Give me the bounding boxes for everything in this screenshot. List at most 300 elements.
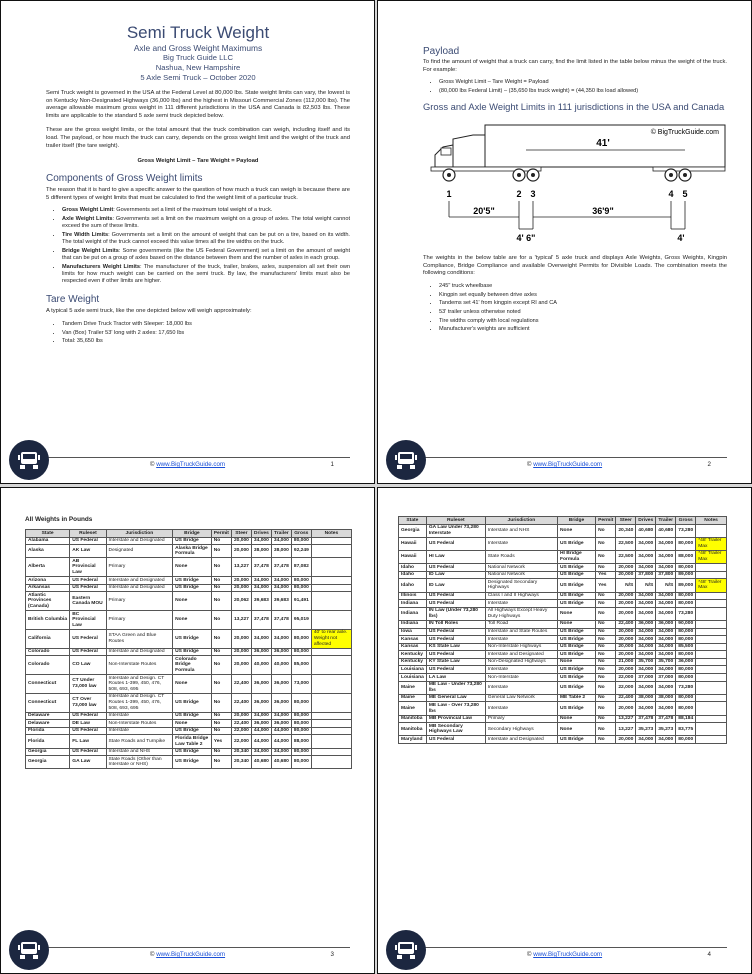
table-cell: 92,249: [291, 545, 311, 558]
table-cell: [696, 600, 727, 608]
axle-4-label: 4: [668, 189, 674, 200]
table-cell: 90,000: [676, 620, 696, 628]
document-title: Semi Truck Weight: [126, 23, 270, 42]
table-cell: Non-Interstate Routes: [106, 720, 173, 728]
table-cell: 80,000: [676, 636, 696, 644]
table-cell: US Federal: [426, 736, 485, 744]
table-cell: [311, 611, 351, 630]
table-cell: 73,000: [291, 675, 311, 694]
table-cell: Class I and II Highways: [485, 592, 557, 600]
table-cell: British Columbia: [26, 611, 70, 630]
table-cell: 20,000: [616, 636, 636, 644]
table-cell: Georgia: [399, 524, 427, 537]
table-cell: No: [596, 658, 616, 666]
table-cell: [696, 674, 727, 682]
table-cell: 21,000: [616, 658, 636, 666]
table-cell: 40,680: [636, 524, 656, 537]
column-header: Drives: [636, 517, 656, 525]
table-cell: 85,000: [291, 656, 311, 675]
table-row: [26, 537, 352, 545]
table-cell: Yes: [596, 571, 616, 579]
table-cell: [696, 571, 727, 579]
table-cell: 39,683: [251, 592, 271, 611]
table-cell: No: [211, 629, 231, 648]
table-cell: [311, 592, 351, 611]
document-subtitle: Axle and Gross Weight Maximums: [133, 43, 263, 53]
table-cell: 80,000: [291, 648, 311, 656]
table-cell: 80,000: [676, 674, 696, 682]
table-cell: 35,700: [656, 658, 676, 666]
table-cell: 80,000: [676, 736, 696, 744]
table-row: [26, 675, 352, 694]
table-cell: 95,019: [291, 611, 311, 630]
table-cell: Non-Interstate Routes: [106, 656, 173, 675]
table-cell: US Bridge: [557, 651, 595, 659]
table-cell: Interstate and Design. CT Routes 1-399, 450, 476, 508, 693, 695: [106, 693, 173, 712]
table-cell: [311, 756, 351, 769]
table-cell: 34,000: [636, 643, 656, 651]
table-cell: 34,000: [656, 537, 676, 550]
table-cell: 80,000: [291, 584, 311, 592]
table-cell: US Bridge: [173, 629, 212, 648]
diagram-copyright: © BigTruckGuide.com: [650, 129, 719, 137]
table-cell: 20,000: [231, 712, 251, 720]
table-cell: Interstate and Design. CT Routes 1-399, 450, 476, 508, 693, 695: [106, 675, 173, 694]
table-cell: [311, 720, 351, 728]
table-cell: HI Bridge Formula: [557, 550, 595, 563]
table-row: [26, 558, 352, 577]
table-cell: General Law Network: [485, 694, 557, 702]
table-cell: US Bridge: [557, 681, 595, 694]
table-cell: 36,000: [251, 693, 271, 712]
table-cell: National Network: [485, 564, 557, 572]
table-cell: None: [173, 592, 212, 611]
truck-logo-icon: [386, 930, 426, 970]
table-cell: 22,400: [231, 720, 251, 728]
list-item: • Gross Weight Limit: Governments set a limit of the maximum total weight of a truck.: [62, 207, 350, 214]
table-cell: 36,000: [656, 620, 676, 628]
page-4-content: [398, 516, 727, 744]
table-cell: 37,800: [636, 571, 656, 579]
column-header: Trailer: [656, 517, 676, 525]
column-header: Drives: [251, 530, 271, 538]
table-row: [399, 715, 727, 723]
table-cell: 35,273: [656, 723, 676, 736]
table-cell: Idaho: [399, 571, 427, 579]
table-cell: 34,000: [271, 537, 291, 545]
table-row: [26, 720, 352, 728]
list-item: • 245" truck wheelbase: [439, 283, 727, 290]
table-cell: 34,000: [271, 748, 291, 756]
table-cell: STAA Green and Blue Routes: [106, 629, 173, 648]
table-cell: 22,000: [231, 727, 251, 735]
table-row: [26, 712, 352, 720]
table-cell: 34,000: [636, 736, 656, 744]
table-row: [399, 524, 727, 537]
table-row: [26, 648, 352, 656]
table-cell: [696, 715, 727, 723]
table-cell: Interstate and NHS: [106, 748, 173, 756]
table-cell: 37,478: [636, 715, 656, 723]
table-cell: N/S: [656, 579, 676, 592]
payload-list: [423, 79, 727, 95]
edition-line: 5 Axle Semi Truck – October 2020: [140, 73, 256, 82]
table-cell: Interstate and Designated: [106, 584, 173, 592]
table-cell: US Bridge: [557, 643, 595, 651]
table-cell: Arizona: [26, 577, 70, 585]
table-cell: US Bridge: [557, 592, 595, 600]
table-cell: No: [211, 537, 231, 545]
table-cell: 40,000: [271, 656, 291, 675]
table-cell: 40,680: [656, 524, 676, 537]
table-cell: 73,280: [676, 607, 696, 620]
table-cell: 80,000: [676, 537, 696, 550]
truck-logo-icon: [9, 930, 49, 970]
table-cell: Colorado: [26, 648, 70, 656]
table-cell: 36,000: [271, 675, 291, 694]
list-item: • Kingpin set equally between drive axles: [439, 292, 727, 299]
table-cell: 20,000: [231, 629, 251, 648]
table-cell: US Bridge: [557, 674, 595, 682]
truck-logo-icon: [386, 440, 426, 480]
table-cell: 20,000: [231, 584, 251, 592]
table-cell: 34,000: [656, 636, 676, 644]
table-cell: [696, 702, 727, 715]
table-cell: [311, 545, 351, 558]
table-cell: No: [211, 712, 231, 720]
column-header: Jurisdiction: [106, 530, 173, 538]
table-cell: [311, 537, 351, 545]
table-cell: Florida Bridge Law Table 2: [173, 735, 212, 748]
list-item: • Tandems set 41' from kingpin except RI and CA: [439, 300, 727, 307]
table-cell: Indiana: [399, 620, 427, 628]
table-cell: 34,000: [656, 607, 676, 620]
column-header: Ruleset: [70, 530, 106, 538]
table-cell: Manitoba: [399, 723, 427, 736]
table-cell: 20,000: [231, 537, 251, 545]
table-cell: 34,000: [251, 629, 271, 648]
table-cell: No: [211, 577, 231, 585]
footer-link[interactable]: www.BigTruckGuide.com: [533, 461, 603, 468]
table-cell: 34,000: [636, 636, 656, 644]
table-cell: US Federal: [70, 712, 106, 720]
table-cell: [696, 694, 727, 702]
table-cell: All Highways Except Heavy Duty Highways: [485, 607, 557, 620]
axle-2-label: 2: [516, 189, 522, 200]
table-cell: 34,000: [251, 537, 271, 545]
table-cell: 36,000: [251, 675, 271, 694]
table-cell: 80,000: [676, 666, 696, 674]
table-cell: 34,000: [271, 712, 291, 720]
table-cell: [311, 558, 351, 577]
table-header-row: [399, 517, 727, 525]
components-list: [46, 207, 350, 285]
table-cell: 20,340: [231, 756, 251, 769]
intro-paragraph-1: Semi Truck weight is governed in the USA at the Federal Level at 80,000 lbs. State weight limits can vary, the lowest is on Kentucky Non-Designated Highways (36,000 lbs) and the highest in Missouri Commercial Zones (112,000 lbs). The average allowable maximum gross weight in 111 different jurisdictions in the USA and Canada is 82,503 lbs. These limits are applicable to the standard 5 axle semi truck depicted below.: [46, 90, 350, 119]
table-cell: Illinois: [399, 592, 427, 600]
table-cell: Secondary Highways: [485, 723, 557, 736]
table-cell: No: [596, 674, 616, 682]
column-header: Ruleset: [426, 517, 485, 525]
table-cell: Louisiana: [399, 674, 427, 682]
table-cell: No: [596, 736, 616, 744]
table-row: [399, 674, 727, 682]
table-cell: No: [596, 550, 616, 563]
table-cell: 34,000: [636, 550, 656, 563]
table-cell: 44,000: [271, 727, 291, 735]
table-cell: US Bridge: [557, 628, 595, 636]
table-cell: No: [596, 694, 616, 702]
table-cell: US Federal: [70, 748, 106, 756]
weights-table-page-4: [398, 516, 727, 744]
table-cell: Atlantic Provinces (Canada): [26, 592, 70, 611]
table-cell: Interstate: [485, 702, 557, 715]
table-cell: 91,491: [291, 592, 311, 611]
table-cell: Primary: [485, 715, 557, 723]
table-cell: 34,000: [636, 651, 656, 659]
table-cell: 34,000: [656, 651, 676, 659]
table-cell: 80,000: [676, 564, 696, 572]
table-cell: No: [596, 636, 616, 644]
table-cell: Maine: [399, 694, 427, 702]
truck-diagram-svg: [423, 117, 729, 245]
table-cell: 34,000: [271, 577, 291, 585]
table-cell: US Bridge: [557, 666, 595, 674]
table-cell: 20,000: [616, 702, 636, 715]
table-cell: 20,000: [616, 600, 636, 608]
footer-link[interactable]: www.BigTruckGuide.com: [156, 461, 226, 468]
table-cell: 36,000: [271, 648, 291, 656]
table-cell: 83,775: [676, 723, 696, 736]
list-item: • Axle Weight Limits: Governments set a limit on the maximum weight on a group of axles. The total weight cannot exceed the sum of these limits.: [62, 216, 350, 230]
table-cell: 22,500: [616, 537, 636, 550]
table-cell: Primary: [106, 558, 173, 577]
table-cell: GA Law Under 73,280 Interstate: [426, 524, 485, 537]
table-cell: *48' Trailer Max: [696, 579, 727, 592]
table-row: [26, 748, 352, 756]
table-cell: 20,000: [616, 666, 636, 674]
table-row: [26, 545, 352, 558]
table-cell: 37,000: [656, 674, 676, 682]
table-cell: 34,000: [656, 736, 676, 744]
table-cell: CT Under 73,000 law: [70, 675, 106, 694]
table-cell: No: [211, 675, 231, 694]
table-cell: Toll Road: [485, 620, 557, 628]
table-cell: US Federal: [426, 537, 485, 550]
table-cell: 20,000: [231, 656, 251, 675]
table-cell: 13,227: [231, 611, 251, 630]
table-cell: No: [211, 611, 231, 630]
table-cell: 22,400: [616, 620, 636, 628]
table-cell: 22,400: [616, 694, 636, 702]
table-cell: No: [596, 524, 616, 537]
table-cell: Connecticut: [26, 675, 70, 694]
table-cell: 20,000: [616, 592, 636, 600]
list-item: • Tire Width Limits: Governments set a limit on the amount of weight that can be put on a tire, based on its width. The total weight of the truck cannot exceed this value times all the tire widths on the truck.: [62, 232, 350, 246]
table-cell: US Bridge: [557, 702, 595, 715]
table-cell: MB Provincial Law: [426, 715, 485, 723]
table-cell: AK Law: [70, 545, 106, 558]
table-cell: Kentucky: [399, 651, 427, 659]
table-cell: Arkansas: [26, 584, 70, 592]
list-item: • Van (Box) Trailer 53' long with 2 axles: 17,650 lbs: [62, 330, 350, 337]
column-header: Notes: [311, 530, 351, 538]
column-header: Trailer: [271, 530, 291, 538]
table-cell: US Bridge: [557, 537, 595, 550]
table-cell: 22,500: [616, 550, 636, 563]
table-row: [399, 694, 727, 702]
table-cell: Louisiana: [399, 666, 427, 674]
table-cell: 34,000: [656, 592, 676, 600]
table-cell: 20,000: [616, 736, 636, 744]
table-cell: No: [596, 643, 616, 651]
table-cell: [696, 666, 727, 674]
table-cell: None: [173, 558, 212, 577]
table-cell: None: [557, 620, 595, 628]
table-cell: Delaware: [26, 720, 70, 728]
table-cell: 37,478: [271, 558, 291, 577]
table-cell: 37,800: [656, 571, 676, 579]
table-cell: 36,000: [251, 720, 271, 728]
table-cell: ID Law: [426, 571, 485, 579]
table-cell: ME General Law: [426, 694, 485, 702]
table-row: [26, 735, 352, 748]
page-footer: © www.BigTruckGuide.com 1: [1, 457, 374, 471]
table-cell: IN Toll Roles: [426, 620, 485, 628]
table-cell: US Federal: [70, 629, 106, 648]
page-2: [377, 0, 752, 484]
table-row: [399, 579, 727, 592]
table-row: [399, 643, 727, 651]
table-cell: None: [557, 524, 595, 537]
footer-link[interactable]: www.BigTruckGuide.com: [533, 951, 603, 958]
table-cell: [311, 648, 351, 656]
table-cell: Interstate and State Routes: [485, 628, 557, 636]
table-cell: Yes: [211, 735, 231, 748]
axle-3-label: 3: [530, 189, 536, 200]
table-cell: 39,683: [271, 592, 291, 611]
table-cell: No: [211, 592, 231, 611]
table-cell: [311, 735, 351, 748]
table-cell: None: [173, 720, 212, 728]
table-cell: US Bridge: [173, 648, 212, 656]
table-cell: Interstate and Designated: [106, 577, 173, 585]
table-row: [26, 584, 352, 592]
table-cell: 36,000: [271, 720, 291, 728]
table-cell: Non-Designated Highways: [485, 658, 557, 666]
table-row: [399, 620, 727, 628]
list-item: • Bridge Weight Limits: Some governments (like the US Federal Government) set a limit on the amount of weight that can be put on a group of axles based on the distance between them and the number of axles in each group.: [62, 248, 350, 262]
table-cell: 34,000: [636, 666, 656, 674]
intro-paragraph-2: These are the gross weight limits, or the total amount that the truck combination can weigh, including itself and its load. The payload, or how much the truck can carry, depends on the gross weight limit and the weight of the truck and trailer itself (the tare weight).: [46, 127, 350, 149]
table-cell: 34,000: [251, 748, 271, 756]
table-cell: 34,000: [251, 712, 271, 720]
table-cell: 34,000: [271, 584, 291, 592]
table-row: [399, 571, 727, 579]
table-cell: Interstate and Designated: [485, 736, 557, 744]
trailer-length-label: 41': [596, 138, 610, 150]
table-cell: [696, 736, 727, 744]
table-cell: 13,227: [616, 715, 636, 723]
table-row: [26, 629, 352, 648]
table-cell: [696, 681, 727, 694]
table-cell: MB Secondary Highways Law: [426, 723, 485, 736]
table-cell: 40' to rear axle. Weight not affected: [311, 629, 351, 648]
dist-4-5-label: 4': [677, 233, 685, 244]
table-cell: No: [596, 600, 616, 608]
table-cell: 35,273: [636, 723, 656, 736]
table-cell: 20,000: [231, 545, 251, 558]
table-cell: US Bridge: [557, 579, 595, 592]
footer-link[interactable]: www.BigTruckGuide.com: [156, 951, 226, 958]
table-cell: 80,000: [291, 712, 311, 720]
table-cell: 34,000: [656, 681, 676, 694]
table-cell: 34,000: [656, 666, 676, 674]
table-cell: 36,000: [271, 693, 291, 712]
table-cell: Primary: [106, 611, 173, 630]
table-row: [399, 736, 727, 744]
table-cell: 13,227: [231, 558, 251, 577]
table-cell: None: [557, 658, 595, 666]
table-row: [26, 611, 352, 630]
table-cell: 87,082: [291, 558, 311, 577]
list-item: • Tandem Drive Truck Tractor with Sleeper: 18,000 lbs: [62, 321, 350, 328]
table-cell: [696, 651, 727, 659]
page-number: 3: [330, 951, 334, 958]
axle-1-label: 1: [446, 189, 452, 200]
table-cell: Indiana: [399, 600, 427, 608]
table-cell: [311, 727, 351, 735]
table-cell: Maryland: [399, 736, 427, 744]
table-cell: 22,000: [616, 681, 636, 694]
table-cell: Colorado: [26, 656, 70, 675]
weights-table-page-3: [25, 529, 352, 769]
table-cell: 20,062: [231, 592, 251, 611]
table-cell: 88,184: [676, 715, 696, 723]
table-cell: 34,000: [636, 702, 656, 715]
page-number: 4: [707, 951, 711, 958]
company-name: Big Truck Guide LLC: [162, 53, 234, 62]
table-cell: 85,500: [676, 643, 696, 651]
table-cell: 44,000: [251, 735, 271, 748]
table-row: [399, 550, 727, 563]
table-caption: All Weights in Pounds: [25, 516, 93, 523]
table-cell: Georgia: [26, 756, 70, 769]
list-item: • Manufacturers Weight Limits: The manufacturer of the truck, trailer, brakes, axles, suspension all set their own limits for how much weight can be carried on the semi truck. By law, the manufacturers' limits must also be respected even if other limits are higher.: [62, 264, 350, 286]
table-cell: 34,000: [656, 550, 676, 563]
table-cell: 22,400: [231, 693, 251, 712]
components-heading: Components of Gross Weight limits: [46, 173, 203, 185]
table-cell: 80,000: [291, 693, 311, 712]
table-cell: No: [596, 564, 616, 572]
table-cell: 20,000: [616, 571, 636, 579]
table-cell: Non-Interstate: [485, 674, 557, 682]
truck-axle-diagram: [423, 117, 727, 245]
table-cell: 20,340: [231, 748, 251, 756]
table-cell: 34,000: [636, 564, 656, 572]
table-row: [399, 592, 727, 600]
table-cell: [696, 607, 727, 620]
table-cell: 40,000: [251, 656, 271, 675]
table-cell: 73,280: [676, 681, 696, 694]
table-cell: 20,000: [231, 577, 251, 585]
table-cell: Designated Secondary Highways: [485, 579, 557, 592]
page-footer: © www.BigTruckGuide.com 2: [378, 457, 751, 471]
table-cell: No: [211, 558, 231, 577]
table-row: [26, 727, 352, 735]
column-header: Gross: [291, 530, 311, 538]
page-4: [377, 487, 752, 974]
